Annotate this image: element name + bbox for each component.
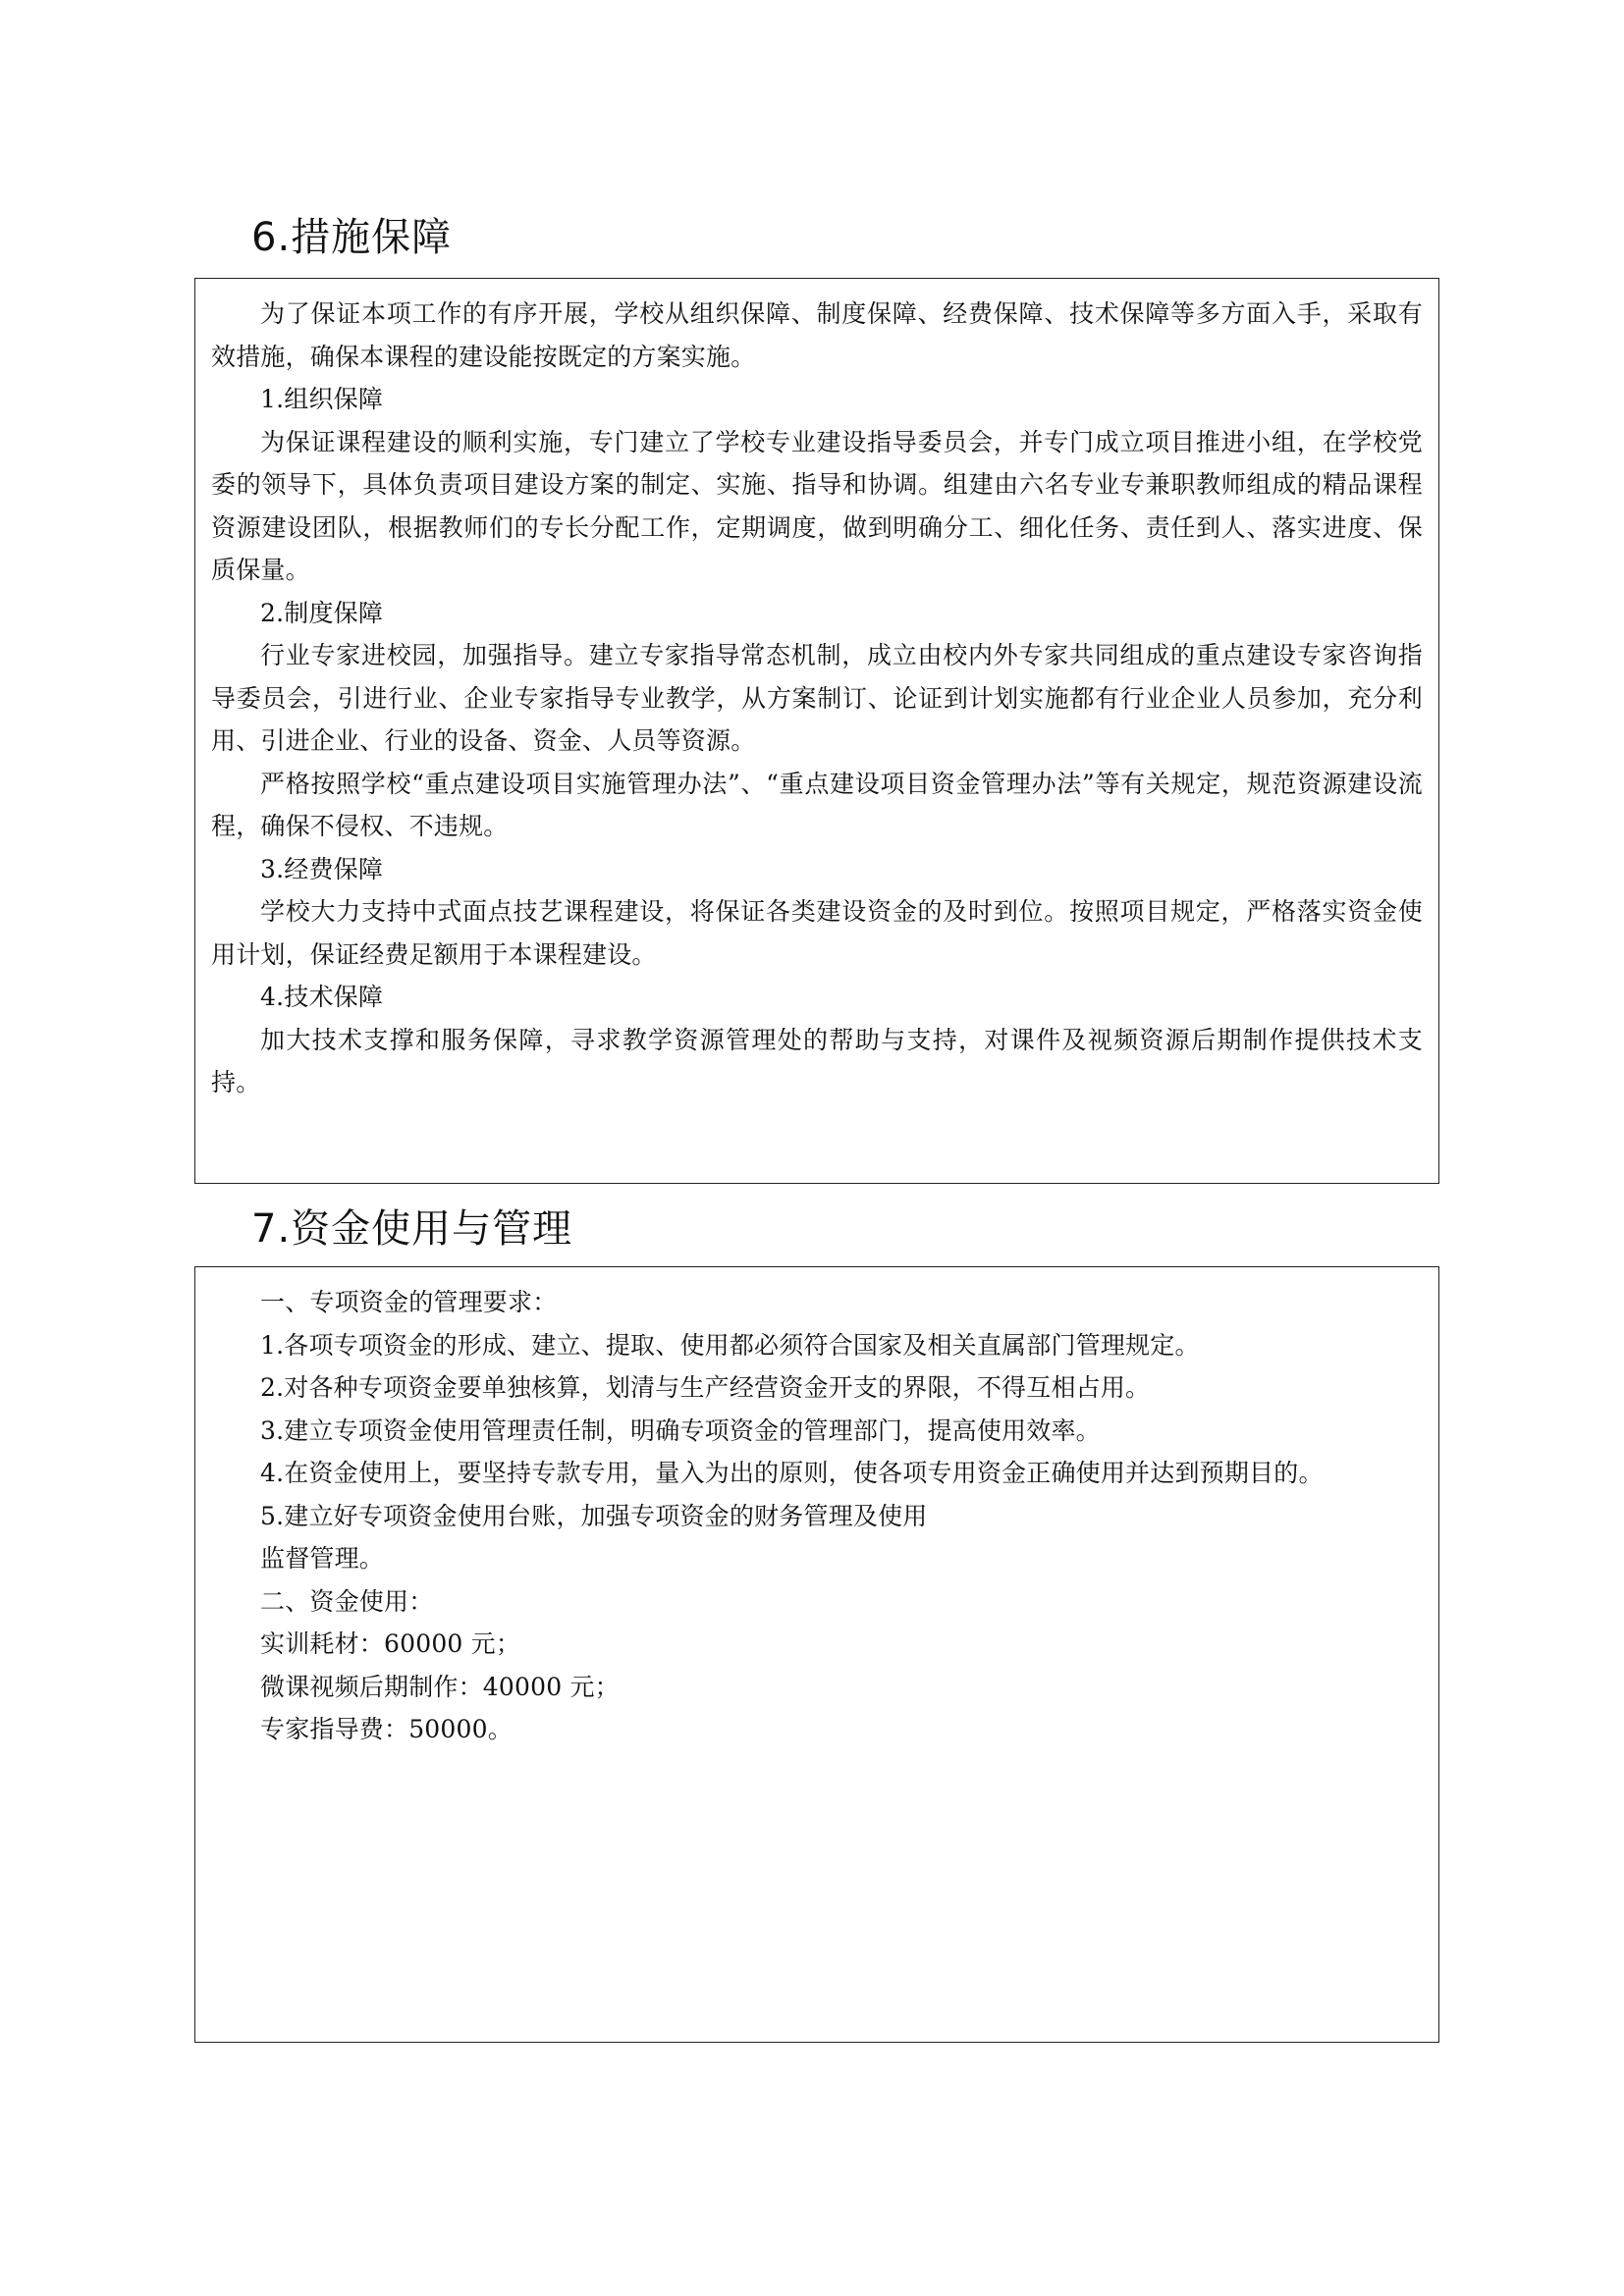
- system-guarantee-heading: 2.制度保障: [260, 598, 384, 627]
- funding-guarantee-paragraph: 学校大力支持中式面点技艺课程建设，将保证各类建设资金的及时到位。按照项目规定，严格落实资金使用计划，保证经费足额用于本课程建设。: [211, 897, 1423, 969]
- organization-guarantee-heading: 1.组织保障: [260, 385, 384, 413]
- section-7-heading: 7.资金使用与管理: [251, 1206, 573, 1252]
- requirement-item-5-continued: 监督管理。: [260, 1544, 385, 1573]
- funding-guarantee-heading: 3.经费保障: [260, 854, 384, 883]
- section-6-heading: 6.措施保障: [251, 215, 453, 260]
- fund-usage-heading: 二、资金使用：: [260, 1586, 434, 1616]
- requirement-item-5: 5.建立好专项资金使用台账，加强专项资金的财务管理及使用: [260, 1501, 928, 1530]
- system-guarantee-paragraph-2: 严格按照学校“重点建设项目实施管理办法”、“重点建设项目资金管理办法”等有关规定，规范资源建设流程，确保不侵权、不违规。: [211, 769, 1423, 840]
- system-guarantee-paragraph-1: 行业专家进校园，加强指导。建立专家指导常态机制，成立由校内外专家共同组成的重点建设专家咨询指导委员会，引进行业、企业专家指导专业教学，从方案制订、论证到计划实施都有行业企业人员参加，充分利用、引进企业、行业的设备、资金、人员等资源。: [211, 641, 1423, 755]
- section-6-intro-paragraph: 为了保证本项工作的有序开展，学校从组织保障、制度保障、经费保障、技术保障等多方面入手，采取有效措施，确保本课程的建设能按既定的方案实施。: [211, 299, 1423, 371]
- technical-guarantee-heading: 4.技术保障: [260, 983, 384, 1011]
- fund-usage-training-materials: 实训耗材：60000 元；: [260, 1629, 521, 1658]
- section-7-content-box: [194, 1266, 1439, 2043]
- requirement-item-2: 2.对各种专项资金要单独核算，划清与生产经营资金开支的界限，不得互相占用。: [260, 1373, 1151, 1402]
- requirement-item-1: 1.各项专项资金的形成、建立、提取、使用都必须符合国家及相关直属部门管理规定。: [260, 1330, 1200, 1360]
- technical-guarantee-paragraph: 加大技术支撑和服务保障，寻求教学资源管理处的帮助与支持，对课件及视频资源后期制作提供技术支持。: [211, 1025, 1423, 1096]
- requirement-item-4: 4.在资金使用上，要坚持专款专用，量入为出的原则，使各项专用资金正确使用并达到预期目的。: [260, 1459, 1324, 1487]
- fund-usage-expert-fee: 专家指导费：50000。: [260, 1715, 513, 1743]
- fund-usage-video-production: 微课视频后期制作：40000 元；: [260, 1672, 620, 1701]
- section-6-content-box: [194, 278, 1439, 1184]
- requirement-item-3: 3.建立专项资金使用管理责任制，明确专项资金的管理部门，提高使用效率。: [260, 1415, 1101, 1445]
- management-requirements-heading: 一、专项资金的管理要求：: [260, 1288, 558, 1316]
- organization-guarantee-paragraph: 为保证课程建设的顺利实施，专门建立了学校专业建设指导委员会，并专门成立项目推进小组，在学校党委的领导下，具体负责项目建设方案的制定、实施、指导和协调。组建由六名专业专兼职教师组成的精品课程资源建设团队，根据教师们的专长分配工作，定期调度，做到明确分工、细化任务、责任到人、落实进度、保质保量。: [211, 427, 1423, 584]
